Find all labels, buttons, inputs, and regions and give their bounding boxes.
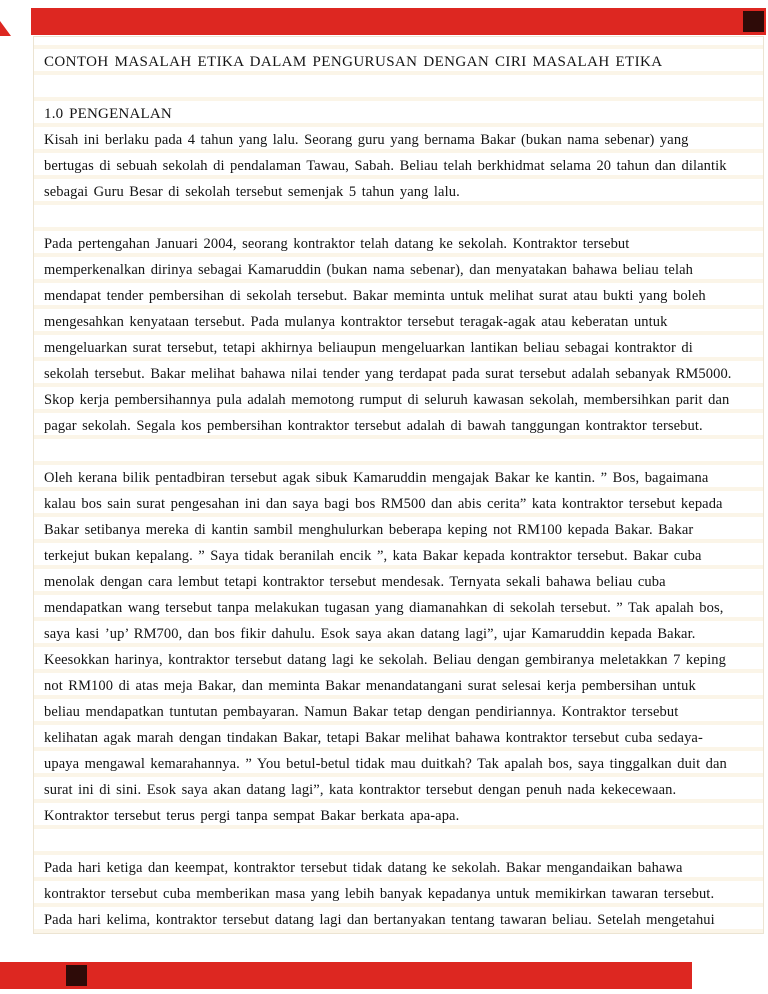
text-line: beliau mendapatkan tuntutan pembayaran. Namun Bakar tetap dengan pendiriannya. Kontraktor tersebut — [44, 704, 679, 720]
viewer-top-bar — [31, 8, 766, 35]
paragraph — [44, 465, 753, 829]
text-line: Oleh kerana bilik pentadbiran tersebut agak sibuk Kamaruddin mengajak Bakar ke kantin. ” Bos, bagaimana — [44, 470, 709, 486]
text-line: saya kasi ’up’ RM700, dan bos fikir dahulu. Esok saya akan datang lagi”, ujar Kamaruddin kepada Bakar. — [44, 626, 696, 642]
text-line: bertugas di sebuah sekolah di pendalaman Tawau, Sabah. Beliau telah berkhidmat selama 20 tahun dan dilantik — [44, 158, 727, 174]
document-page — [33, 36, 764, 934]
viewer-top-bar-handle-icon — [743, 11, 764, 32]
text-line: not RM100 di atas meja Bakar, dan meminta Bakar menandatangani surat selesai kerja pembersihan untuk — [44, 678, 696, 694]
text-line: kalau bos sain surat pengesahan ini dan saya bagi bos RM500 dan abis cerita” kata kontraktor tersebut kepada — [44, 496, 723, 512]
text-line: sebagai Guru Besar di sekolah tersebut semenjak 5 tahun yang lalu. — [44, 184, 460, 200]
text-line: kontraktor tersebut cuba memberikan masa yang lebih banyak kepadanya untuk memikirkan tawaran tersebut. — [44, 886, 715, 902]
text-line: Pada hari kelima, kontraktor tersebut datang lagi dan bertanyakan tentang tawaran beliau. Setelah mengetahui — [44, 912, 715, 928]
text-line: mendapat tender pembersihan di sekolah tersebut. Bakar meminta untuk melihat surat atau bukti yang boleh — [44, 288, 706, 304]
text-line: sekolah tersebut. Bakar melihat bahawa nilai tender yang terdapat pada surat tersebut adalah sebanyak RM5000. — [44, 366, 732, 382]
text-line: kelihatan agak marah dengan tindakan Bakar, tetapi Bakar melihat bahawa kontraktor tersebut cuba sedaya- — [44, 730, 703, 746]
text-line: pagar sekolah. Segala kos pembersihan kontraktor tersebut adalah di bawah tanggungan kontraktor tersebut. — [44, 418, 703, 434]
viewer-bottom-bar-handle-icon — [66, 965, 87, 986]
text-line: upaya mengawal kemarahannya. ” You betul-betul tidak mau duitkah? Tak apalah bos, saya tinggalkan duit dan — [44, 756, 727, 772]
text-line: Bakar setibanya mereka di kantin sambil menghulurkan beberapa keping not RM100 kepada Bakar. Bakar — [44, 522, 694, 538]
viewer-bottom-bar — [0, 962, 692, 989]
text-line: surat ini di sini. Esok saya akan datang lagi”, kata kontraktor tersebut dengan penuh nada kekecewaan. — [44, 782, 677, 798]
text-line: Skop kerja pembersihannya pula adalah memotong rumput di seluruh kawasan sekolah, membersihkan parit dan — [44, 392, 730, 408]
document-title: CONTOH MASALAH ETIKA DALAM PENGURUSAN DENGAN CIRI MASALAH ETIKA — [44, 54, 663, 70]
text-line: Kontraktor tersebut terus pergi tanpa sempat Bakar berkata apa-apa. — [44, 808, 460, 824]
text-line: mengesahkan kenyataan tersebut. Pada mulanya kontraktor tersebut teragak-agak atau keberatan untuk — [44, 314, 668, 330]
text-line: memperkenalkan dirinya sebagai Kamaruddin (bukan nama sebenar), dan menyatakan bahawa beliau telah — [44, 262, 693, 278]
paragraph — [44, 127, 753, 205]
blank-line — [44, 75, 753, 101]
text-line: Kisah ini berlaku pada 4 tahun yang lalu. Seorang guru yang bernama Bakar (bukan nama sebenar) yang — [44, 132, 689, 148]
text-line: Keesokkan harinya, kontraktor tersebut datang lagi ke sekolah. Beliau dengan gembiranya meletakkan 7 keping — [44, 652, 726, 668]
paragraph — [44, 231, 753, 439]
text-line: Pada hari ketiga dan keempat, kontraktor tersebut tidak datang ke sekolah. Bakar mengandaikan bahawa — [44, 860, 683, 876]
section-heading: 1.0 PENGENALAN — [44, 106, 172, 122]
text-line: terkejut bukan kepalang. ” Saya tidak beranilah encik ”, kata Bakar kepada kontraktor tersebut. Bakar cuba — [44, 548, 702, 564]
text-line: Pada pertengahan Januari 2004, seorang kontraktor telah datang ke sekolah. Kontraktor tersebut — [44, 236, 630, 252]
paragraph — [44, 855, 753, 933]
text-line: menolak dengan cara lembut tetapi kontraktor tersebut mendesak. Ternyata sekali bahawa beliau cuba — [44, 574, 666, 590]
document-body — [44, 127, 753, 933]
page-corner-fold-icon — [0, 21, 11, 36]
text-line: mengeluarkan surat tersebut, tetapi akhirnya beliaupun mengeluarkan lantikan beliau sebagai kontraktor di — [44, 340, 693, 356]
text-line: mendapatkan wang tersebut tanpa melakukan tugasan yang diamanahkan di sekolah tersebut. ” Tak apalah bos, — [44, 600, 724, 616]
